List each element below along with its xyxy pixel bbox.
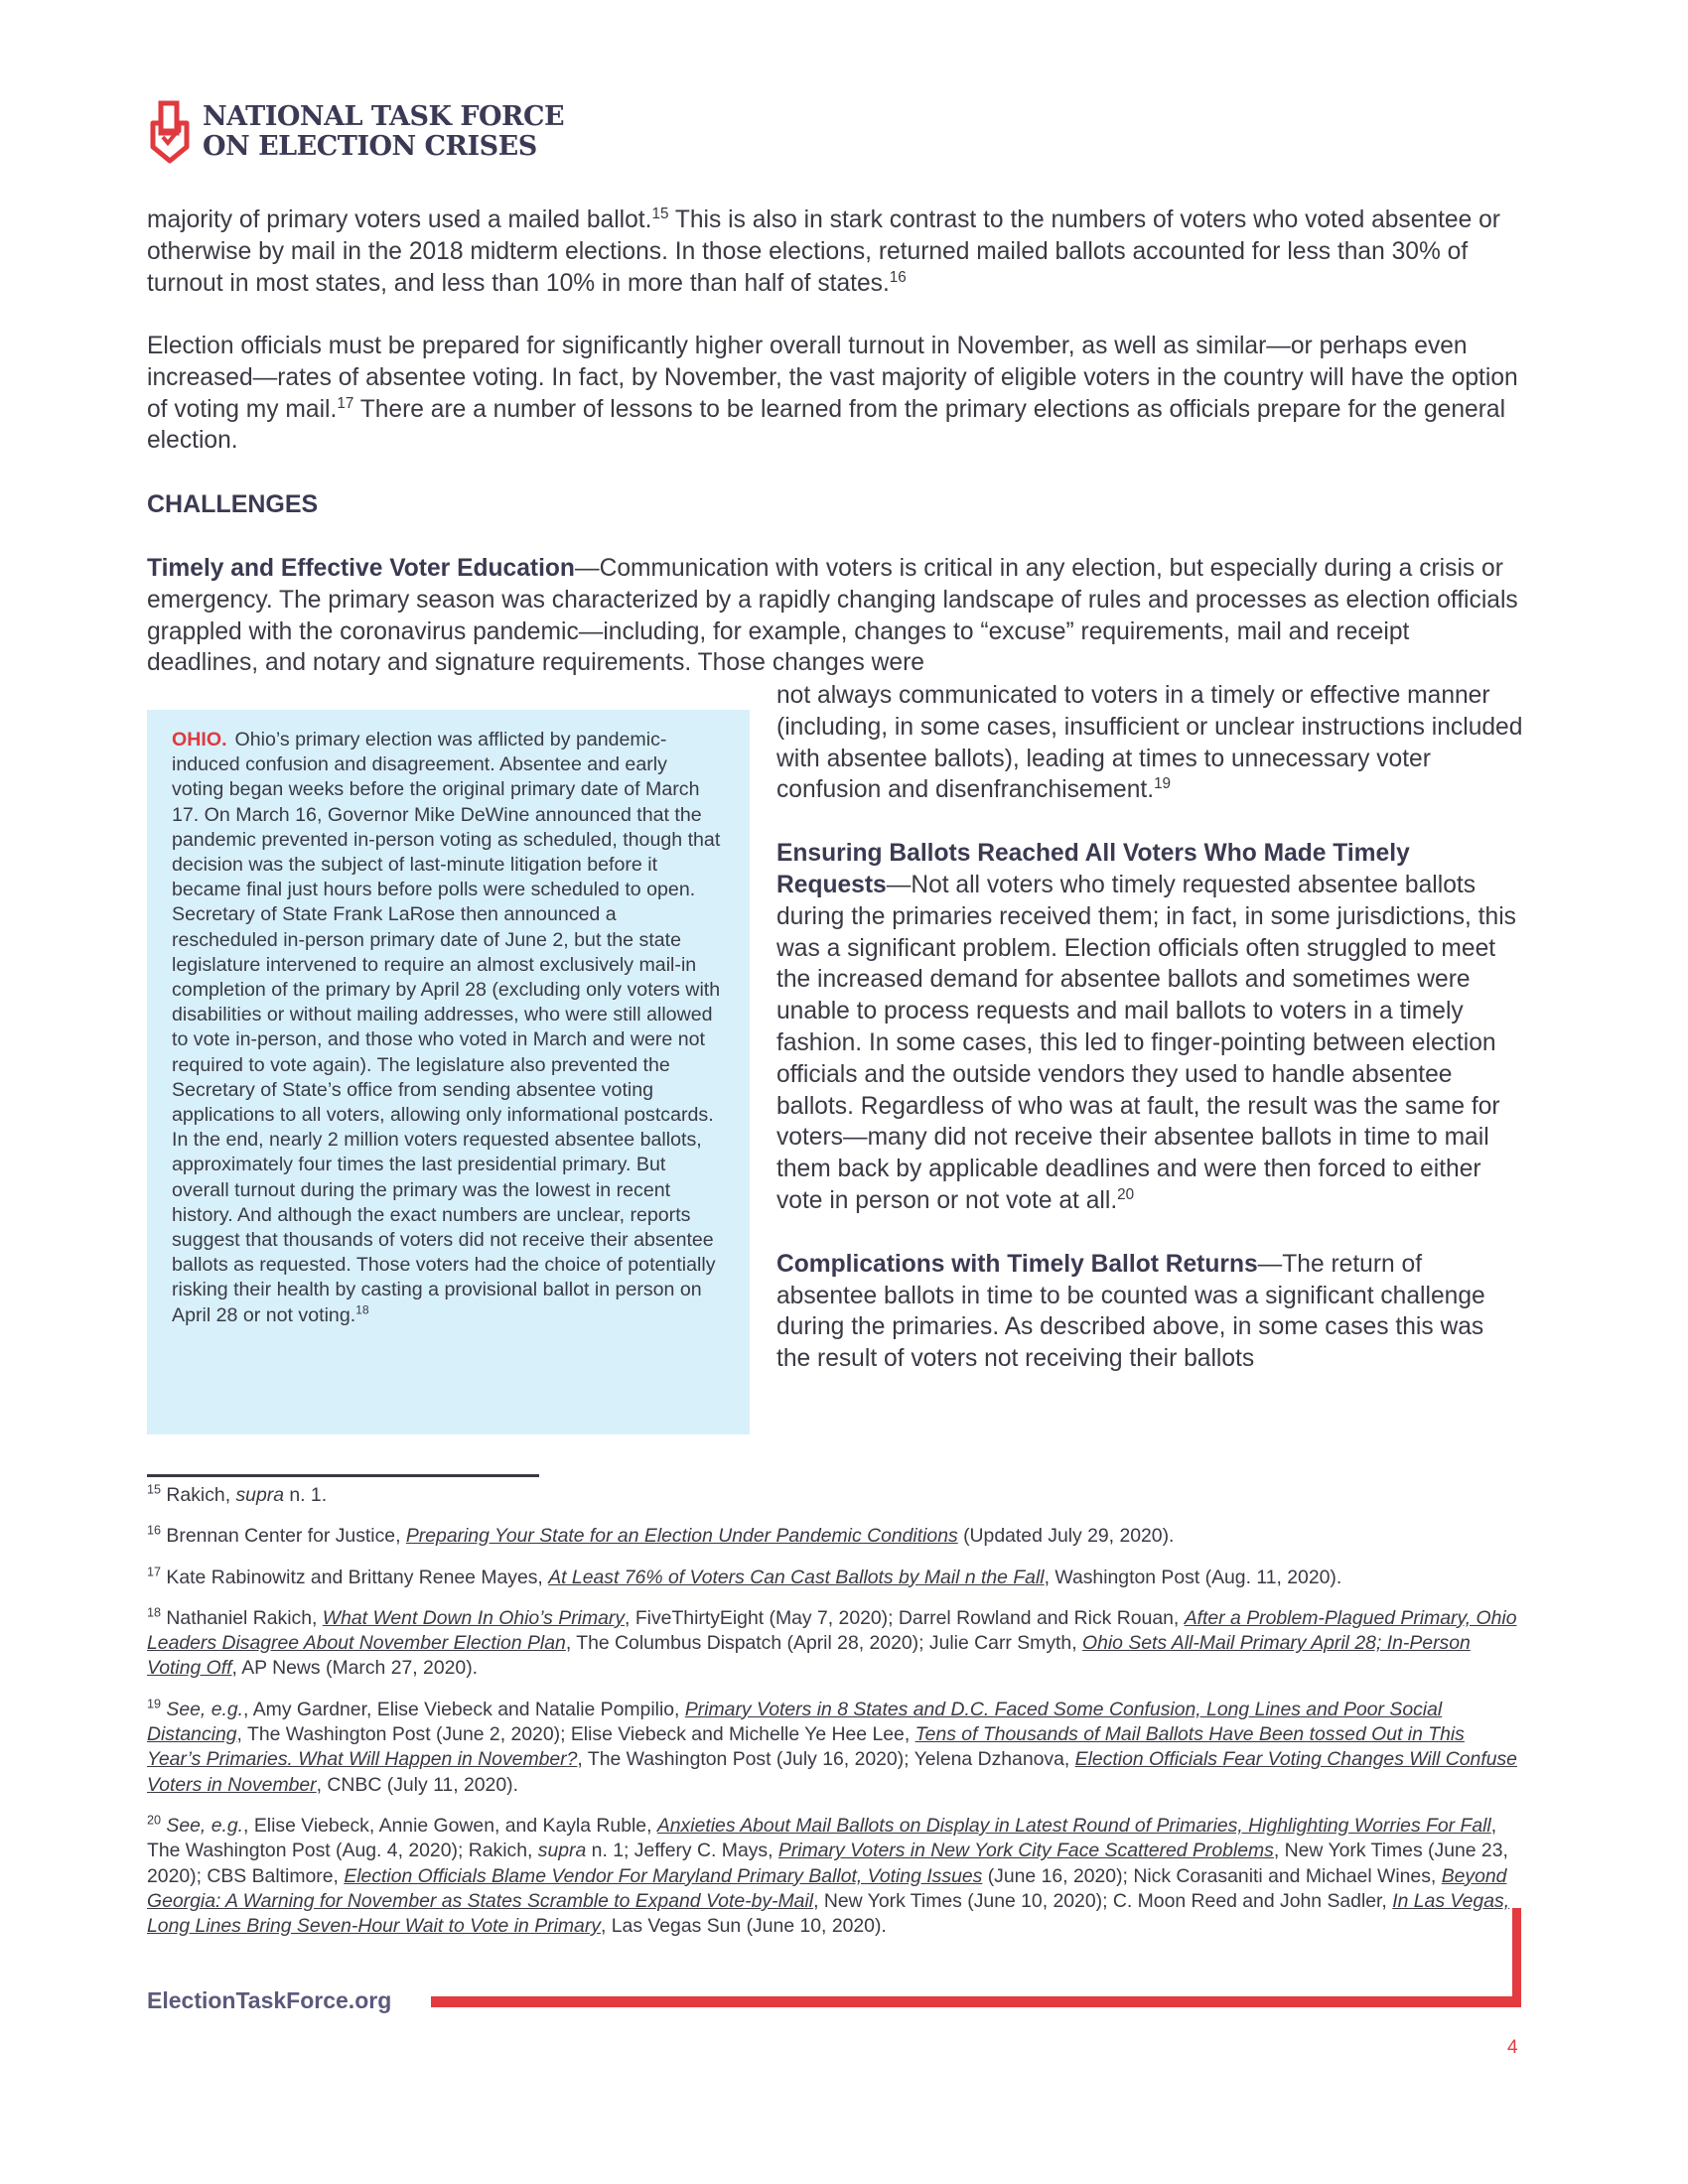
footnote-number: 17 (147, 1565, 162, 1579)
ensuring-paragraph (776, 838, 1523, 1217)
subheading: Timely and Effective Voter Education (147, 555, 575, 582)
subheading: Ensuring Ballots Reached All Voters Who Made Timely Requests (776, 840, 1410, 898)
footnote-20 (147, 1814, 1522, 1939)
sidebar-text: Ohio’s primary election was afflicted by pandemic-induced confusion and disagreement. Absentee and early voting began weeks before the original primary date of March 17. On March 16, Governor Mike DeWine announced that the pandemic prevented in-person voting as scheduled, though that decision was the subject of last-minute litigation before it became final just hours before polls were scheduled to open. Secretary of State Frank LaRose then announced a rescheduled in-person primary date of June 2, but the state legislature intervened to require an almost exclusively mail-in completion of the primary by April 28 (excluding only voters with disabilities or without mailing addresses, who were still allowed to vote in-person, and those who voted in March and were not required to vote again). The legislature also prevented the Secretary of State’s office from sending absentee voting applications to all voters, allowing only informational postcards. In the end, nearly 2 million voters requested absentee ballots, approximately four times the last presidential primary. But overall turnout during the primary was the lowest in recent history. And although the exact numbers are unclear, reports suggest that thousands of voters did not receive their absentee ballots as requested. Those voters had the choice of potentially risking their health by casting a provisional ballot in person on April 28 or not voting. (172, 729, 721, 1326)
sidebar-state-label: OHIO. (172, 729, 227, 751)
citation-text: n. 1; Jeffery C. Mays, (586, 1840, 778, 1862)
citation-text: See, e.g. (166, 1698, 244, 1720)
intro-paragraph-1 (147, 205, 1527, 299)
footnote-ref[interactable]: 20 (1117, 1185, 1135, 1203)
citation-link[interactable]: At Least 76% of Voters Can Cast Ballots by Mail n the Fall (548, 1566, 1045, 1588)
footnote-number: 18 (147, 1605, 162, 1620)
section-heading-challenges: CHALLENGES (147, 490, 319, 518)
citation-link[interactable]: What Went Down In Ohio’s Primary (322, 1606, 626, 1629)
citation-text: Brennan Center for Justice, (166, 1525, 406, 1548)
citation-text: Nathaniel Rakich, (166, 1606, 323, 1629)
logo-line-2: ON ELECTION CRISES (203, 131, 537, 162)
right-column (776, 680, 1523, 1407)
citation-text: , New York Times (June 10, 2020); C. Moon Reed and John Sadler, (813, 1889, 1393, 1912)
footnote-17 (147, 1566, 1522, 1590)
citation-text: , Washington Post (Aug. 11, 2020). (1044, 1566, 1342, 1588)
complications-paragraph (776, 1249, 1523, 1375)
footnote-divider (147, 1474, 539, 1477)
citation-text: (Updated July 29, 2020). (957, 1525, 1175, 1548)
citation-text: supra (235, 1484, 284, 1506)
footnote-ref[interactable]: 18 (355, 1302, 369, 1317)
footnote-number: 19 (147, 1697, 162, 1711)
footnote-ref[interactable]: 16 (889, 268, 907, 286)
citation-link[interactable]: In Las Vegas, Long Lines Bring Seven-Hour Wait to Vote in Primary (147, 1889, 1510, 1938)
citation-link[interactable]: Primary Voters in New York City Face Scattered Problems (777, 1840, 1274, 1862)
ballot-shield-icon (147, 99, 193, 165)
footnote-15 (147, 1483, 1522, 1508)
citation-text: Rakich, (166, 1484, 236, 1506)
timely-paragraph (147, 553, 1527, 679)
footnote-16 (147, 1524, 1522, 1549)
footnotes (147, 1483, 1522, 1955)
citation-text: , AP News (March 27, 2020). (231, 1657, 479, 1680)
text: Election officials must be prepared for significantly higher overall turnout in November, as well as similar—or perhaps even increased—rates of absentee voting. In fact, by November, the vast majority of eligible voters in the country will have the option of voting my mail. (147, 333, 1518, 423)
intro-paragraph-2 (147, 331, 1527, 457)
citation-link[interactable]: Election Officials Blame Vendor For Maryland Primary Ballot, Voting Issues (344, 1864, 983, 1887)
citation-text: (June 16, 2020); Nick Corasaniti and Michael Wines, (982, 1864, 1442, 1887)
text: majority of primary voters used a mailed ballot. (147, 206, 652, 233)
citation-text: , The Washington Post (July 16, 2020); Yelena Dzhanova, (577, 1748, 1075, 1771)
footnote-number: 20 (147, 1813, 162, 1828)
citation-link[interactable]: Anxieties About Mail Ballots on Display in Latest Round of Primaries, Highlighting Worries For Fall (656, 1814, 1491, 1837)
footnote-ref[interactable]: 17 (337, 394, 354, 412)
citation-text: , The Columbus Dispatch (April 28, 2020); Julie Carr Smyth, (565, 1632, 1082, 1655)
text: This is also in stark contrast to the numbers of voters who voted absentee or otherwise by mail in the 2018 midterm elections. In those elections, returned mailed ballots accounted for less than 30% of turnout in most states, and less than 10% in more than half of states. (147, 206, 1500, 297)
timely-continued (776, 680, 1523, 806)
citation-text: , New York Times (June 23, 2020); CBS Baltimore, (147, 1840, 1508, 1887)
footer-accent-bar (431, 1996, 1521, 2007)
ohio-sidebar-box (147, 710, 750, 1434)
footer-accent-vertical (1512, 1908, 1521, 2007)
footnote-number: 16 (147, 1523, 162, 1538)
citation-text: supra (537, 1840, 587, 1862)
text: There are a number of lessons to be learned from the primary elections as officials prepare for the general election. (147, 395, 1506, 455)
text: —Not all voters who timely requested absentee ballots during the primaries received them; in fact, in some jurisdictions, this was a significant problem. Election officials often struggled to meet the increased demand for absentee ballots and sometimes were unable to process requests and mail ballots to voters in a timely fashion. In some cases, this led to finger-pointing between election officials and the outside vendors they used to handle absentee ballots. Regardless of who was at fault, the result was the same for voters—many did not receive their absentee ballots in time to mail them back by applicable deadlines and were then forced to either vote in person or not vote at all. (776, 871, 1516, 1214)
citation-text: , Elise Viebeck, Annie Gowen, and Kayla Ruble, (243, 1814, 657, 1837)
citation-link[interactable]: After a Problem-Plagued Primary, Ohio Leaders Disagree About November Election Plan (147, 1606, 1517, 1655)
page-number: 4 (1507, 2037, 1518, 2058)
footnote-18 (147, 1606, 1522, 1682)
citation-text: , Amy Gardner, Elise Viebeck and Natalie Pompilio, (243, 1698, 685, 1720)
text: not always communicated to voters in a timely or effective manner (including, in some cases, insufficient or unclear instructions included with absentee ballots), leading at times to unnecessary voter confusion and disenfranchisement. (776, 682, 1523, 804)
citation-link[interactable]: Beyond Georgia: A Warning for November as States Scramble to Expand Vote-by-Mail (147, 1864, 1507, 1912)
citation-link[interactable]: Tens of Thousands of Mail Ballots Have Been tossed Out in This Year’s Primaries. What Will Happen in November? (147, 1723, 1465, 1771)
text: —The return of absentee ballots in time to be counted was a significant challenge during the primaries. As described above, in some cases this was the result of voters not receiving their ballots (776, 1250, 1485, 1373)
footnote-number: 15 (147, 1482, 162, 1497)
citation-link[interactable]: Preparing Your State for an Election Under Pandemic Conditions (405, 1525, 958, 1548)
text: —Communication with voters is critical in any election, but especially during a crisis or emergency. The primary season was characterized by a rapidly changing landscape of rules and processes as election officials grappled with the coronavirus pandemic—including, for example, changes to “excuse” requirements, mail and receipt deadlines, and notary and signature requirements. Those changes were (147, 555, 1518, 677)
citation-text: , CNBC (July 11, 2020). (316, 1773, 518, 1796)
citation-link[interactable]: Primary Voters in 8 States and D.C. Faced Some Confusion, Long Lines and Poor Social Distancing (147, 1698, 1443, 1746)
citation-text: Kate Rabinowitz and Brittany Renee Mayes, (166, 1566, 549, 1588)
footnote-19 (147, 1698, 1522, 1798)
citation-text: , The Washington Post (Aug. 4, 2020); Rakich, (147, 1814, 1497, 1862)
logo-line-1: NATIONAL TASK FORCE (203, 101, 565, 132)
footnote-ref[interactable]: 15 (651, 205, 669, 222)
citation-text: , Las Vegas Sun (June 10, 2020). (600, 1915, 887, 1938)
citation-link[interactable]: Election Officials Fear Voting Changes Will Confuse Voters in November (147, 1748, 1517, 1796)
citation-link[interactable]: Ohio Sets All-Mail Primary April 28; In-Person Voting Off (147, 1632, 1471, 1680)
footnote-ref[interactable]: 19 (1154, 775, 1172, 793)
citation-text: See, e.g. (166, 1814, 244, 1837)
organization-logo (147, 99, 564, 165)
citation-text: , FiveThirtyEight (May 7, 2020); Darrel Rowland and Rick Rouan, (625, 1606, 1185, 1629)
citation-text: , The Washington Post (June 2, 2020); Elise Viebeck and Michelle Ye Hee Lee, (236, 1723, 915, 1746)
subheading: Complications with Timely Ballot Returns (776, 1250, 1258, 1278)
citation-text: n. 1. (283, 1484, 328, 1506)
footer-website-link[interactable]: ElectionTaskForce.org (147, 1987, 392, 2013)
